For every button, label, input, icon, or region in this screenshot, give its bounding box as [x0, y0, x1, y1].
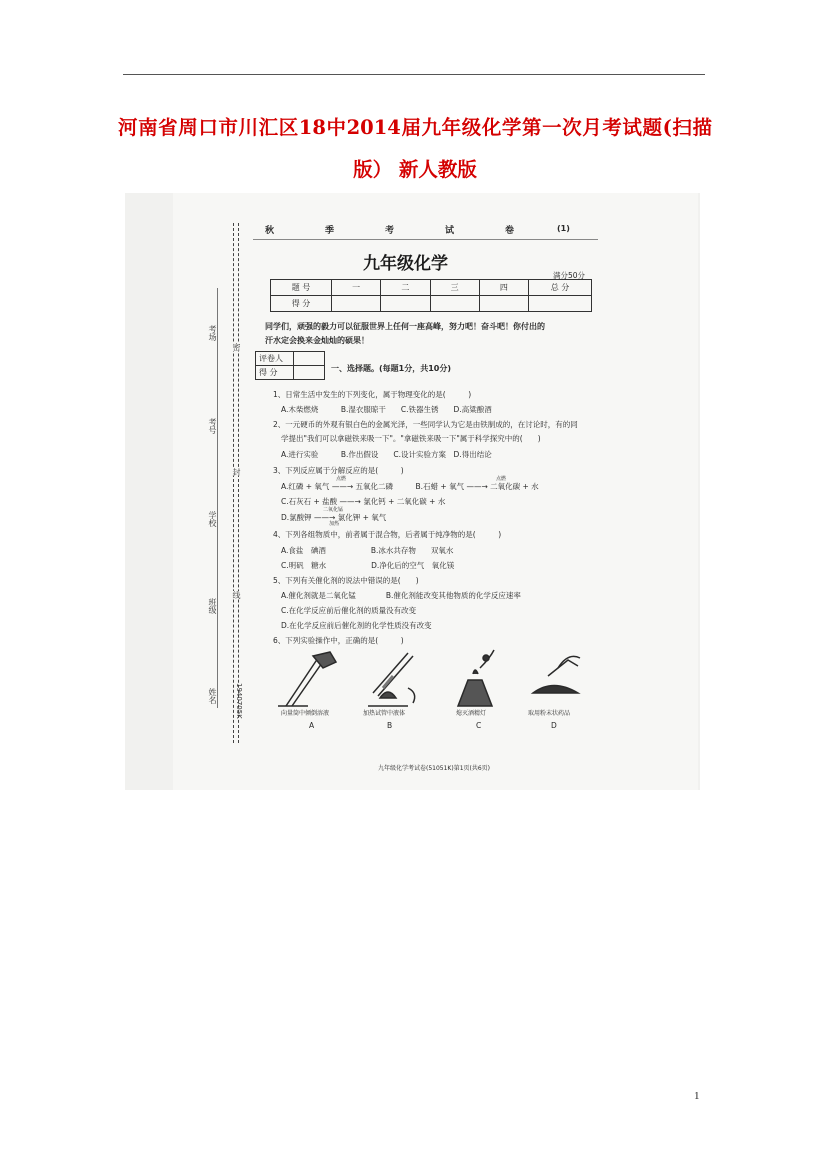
figure-letter-b: B: [387, 721, 393, 730]
condition-label: 二氧化锰: [323, 507, 344, 513]
exam-subject-title: 九年级化学: [363, 254, 448, 274]
grader-label: 评卷人: [256, 352, 294, 366]
score-cell-empty: [479, 296, 528, 312]
motto-line1: 同学们，顽强的毅力可以征服世界上任何一座高峰，努力吧！奋斗吧！你付出的: [265, 322, 545, 331]
question-line: D.氯酸钾 ——→ 氯化钾 + 氧气: [281, 513, 387, 522]
question-line: 1、日常生活中发生的下列变化，属于物理变化的是( ): [273, 390, 472, 399]
figure-caption-d: 取用粉末状药品: [528, 710, 571, 717]
question-line: 3、下列反应属于分解反应的是( ): [273, 466, 404, 475]
question-line: A.进行实验 B.作出假设 C.设计实验方案 D.得出结论: [281, 450, 492, 459]
condition-label: 点燃: [336, 476, 347, 482]
question-line: A.木柴燃烧 B.湿衣服晾干 C.铁器生锈 D.高粱酿酒: [281, 405, 492, 414]
question-line: 学提出"我们可以拿磁铁来吸一下"。"拿磁铁来吸一下"属于科学探究中的( ): [281, 434, 541, 443]
binding-name-line: [217, 288, 218, 708]
score-cell: 一: [332, 280, 381, 296]
score-cell-empty: [332, 296, 381, 312]
score-cell-empty: [381, 296, 430, 312]
exam-header-4: 试: [445, 226, 455, 236]
binding-serial: 1940705K: [235, 683, 243, 719]
exam-header-2: 季: [325, 226, 335, 236]
question-line: C.石灰石 + 盐酸 ——→ 氯化钙 + 二氧化碳 + 水: [281, 497, 446, 506]
header-underline: [253, 239, 598, 240]
full-score-label: 满分50分: [553, 271, 586, 280]
condition-label: 点燃: [496, 476, 507, 482]
question-line: 2、一元硬币的外观有银白色的金属光泽，一些同学认为它是由铁制成的，在讨论时，有的同: [273, 420, 578, 429]
binding-mark-xian: 线: [232, 591, 241, 599]
binding-dashed-line-2: [238, 223, 239, 743]
question-line: C.在化学反应前后催化剂的质量没有改变: [281, 606, 417, 615]
score-table-header-row: [271, 280, 592, 296]
exam-footer: 九年级化学考试卷(51051K)第1页(共6页): [378, 765, 491, 772]
score-cell: 得 分: [271, 296, 332, 312]
illustration-c-extinguish-lamp: [458, 650, 494, 706]
exam-header-1: 秋: [265, 226, 275, 236]
score-table-score-row: [271, 296, 592, 312]
illustration-a-pour-liquid: [278, 652, 336, 706]
score-cell: 四: [479, 280, 528, 296]
page-number: 1: [694, 1090, 700, 1102]
question-line: 5、下列有关催化剂的说法中错误的是( ): [273, 576, 419, 585]
exam-header-6: (1): [557, 224, 570, 233]
binding-dashed-line: [233, 223, 234, 743]
score-cell-empty: [430, 296, 479, 312]
question-line: A.红磷 + 氧气 ——→ 五氧化二磷 B.石蜡 + 氧气 ——→ 二氧化碳 + 水: [281, 482, 539, 491]
grader-cell-empty: [294, 366, 325, 380]
score-table: [270, 279, 592, 312]
binding-label-kaohao: 考号: [208, 418, 217, 434]
figure-letter-d: D: [551, 721, 557, 730]
question-line: 4、下列各组物质中，前者属于混合物，后者属于纯净物的是( ): [273, 530, 502, 539]
binding-label-class: 班级: [208, 598, 217, 614]
illustration-d-powder: [533, 656, 580, 693]
grader-table: [255, 351, 325, 380]
score-cell: 题 号: [271, 280, 332, 296]
condition-label: 加热: [329, 521, 340, 527]
question-line: 6、下列实验操作中，正确的是( ): [273, 636, 404, 645]
scanned-exam-image: [125, 193, 700, 790]
binding-mark-mi: 密: [232, 343, 241, 351]
lab-operation-illustrations: [268, 648, 598, 708]
section1-heading: 一、选择题。(每题1分，共10分): [331, 364, 452, 373]
score-cell: 三: [430, 280, 479, 296]
figure-caption-c: 熄灭酒精灯: [456, 710, 487, 717]
score-cell: 总 分: [529, 280, 592, 296]
figure-caption-b: 加热试管中液体: [363, 710, 406, 717]
binding-label-name: 姓名: [208, 688, 217, 704]
question-line: D.在化学反应前后催化剂的化学性质没有改变: [281, 621, 432, 630]
binding-mark-feng: 封: [232, 468, 241, 476]
figure-letter-c: C: [476, 721, 482, 730]
question-line: A.食盐 碘酒 B.冰水共存物 双氧水: [281, 546, 454, 555]
grader-cell-empty: [294, 352, 325, 366]
document-title-line1: 河南省周口市川汇区18中2014届九年级化学第一次月考试题(扫描: [118, 116, 712, 139]
binding-label-school: 学校: [208, 511, 217, 527]
score-cell: 二: [381, 280, 430, 296]
exam-paper: [173, 193, 698, 790]
document-title-line2: 版） 新人教版: [353, 158, 477, 181]
header-rule: [123, 74, 705, 75]
figure-caption-a: 向量筒中倾倒溶液: [281, 710, 330, 717]
grader-label: 得 分: [256, 366, 294, 380]
score-cell-empty: [529, 296, 592, 312]
question-line: A.催化剂就是二氧化锰 B.催化剂能改变其他物质的化学反应速率: [281, 591, 521, 600]
exam-header-5: 卷: [505, 226, 515, 236]
motto-line2: 汗水定会换来金灿灿的硕果！: [265, 336, 369, 345]
question-line: C.明矾 糖水 D.净化后的空气 氧化镁: [281, 561, 455, 570]
figure-letter-a: A: [309, 721, 315, 730]
exam-header-3: 考: [385, 226, 395, 236]
illustration-b-heat-tube: [368, 653, 415, 706]
binding-label-kaochang: 考场: [208, 325, 217, 341]
